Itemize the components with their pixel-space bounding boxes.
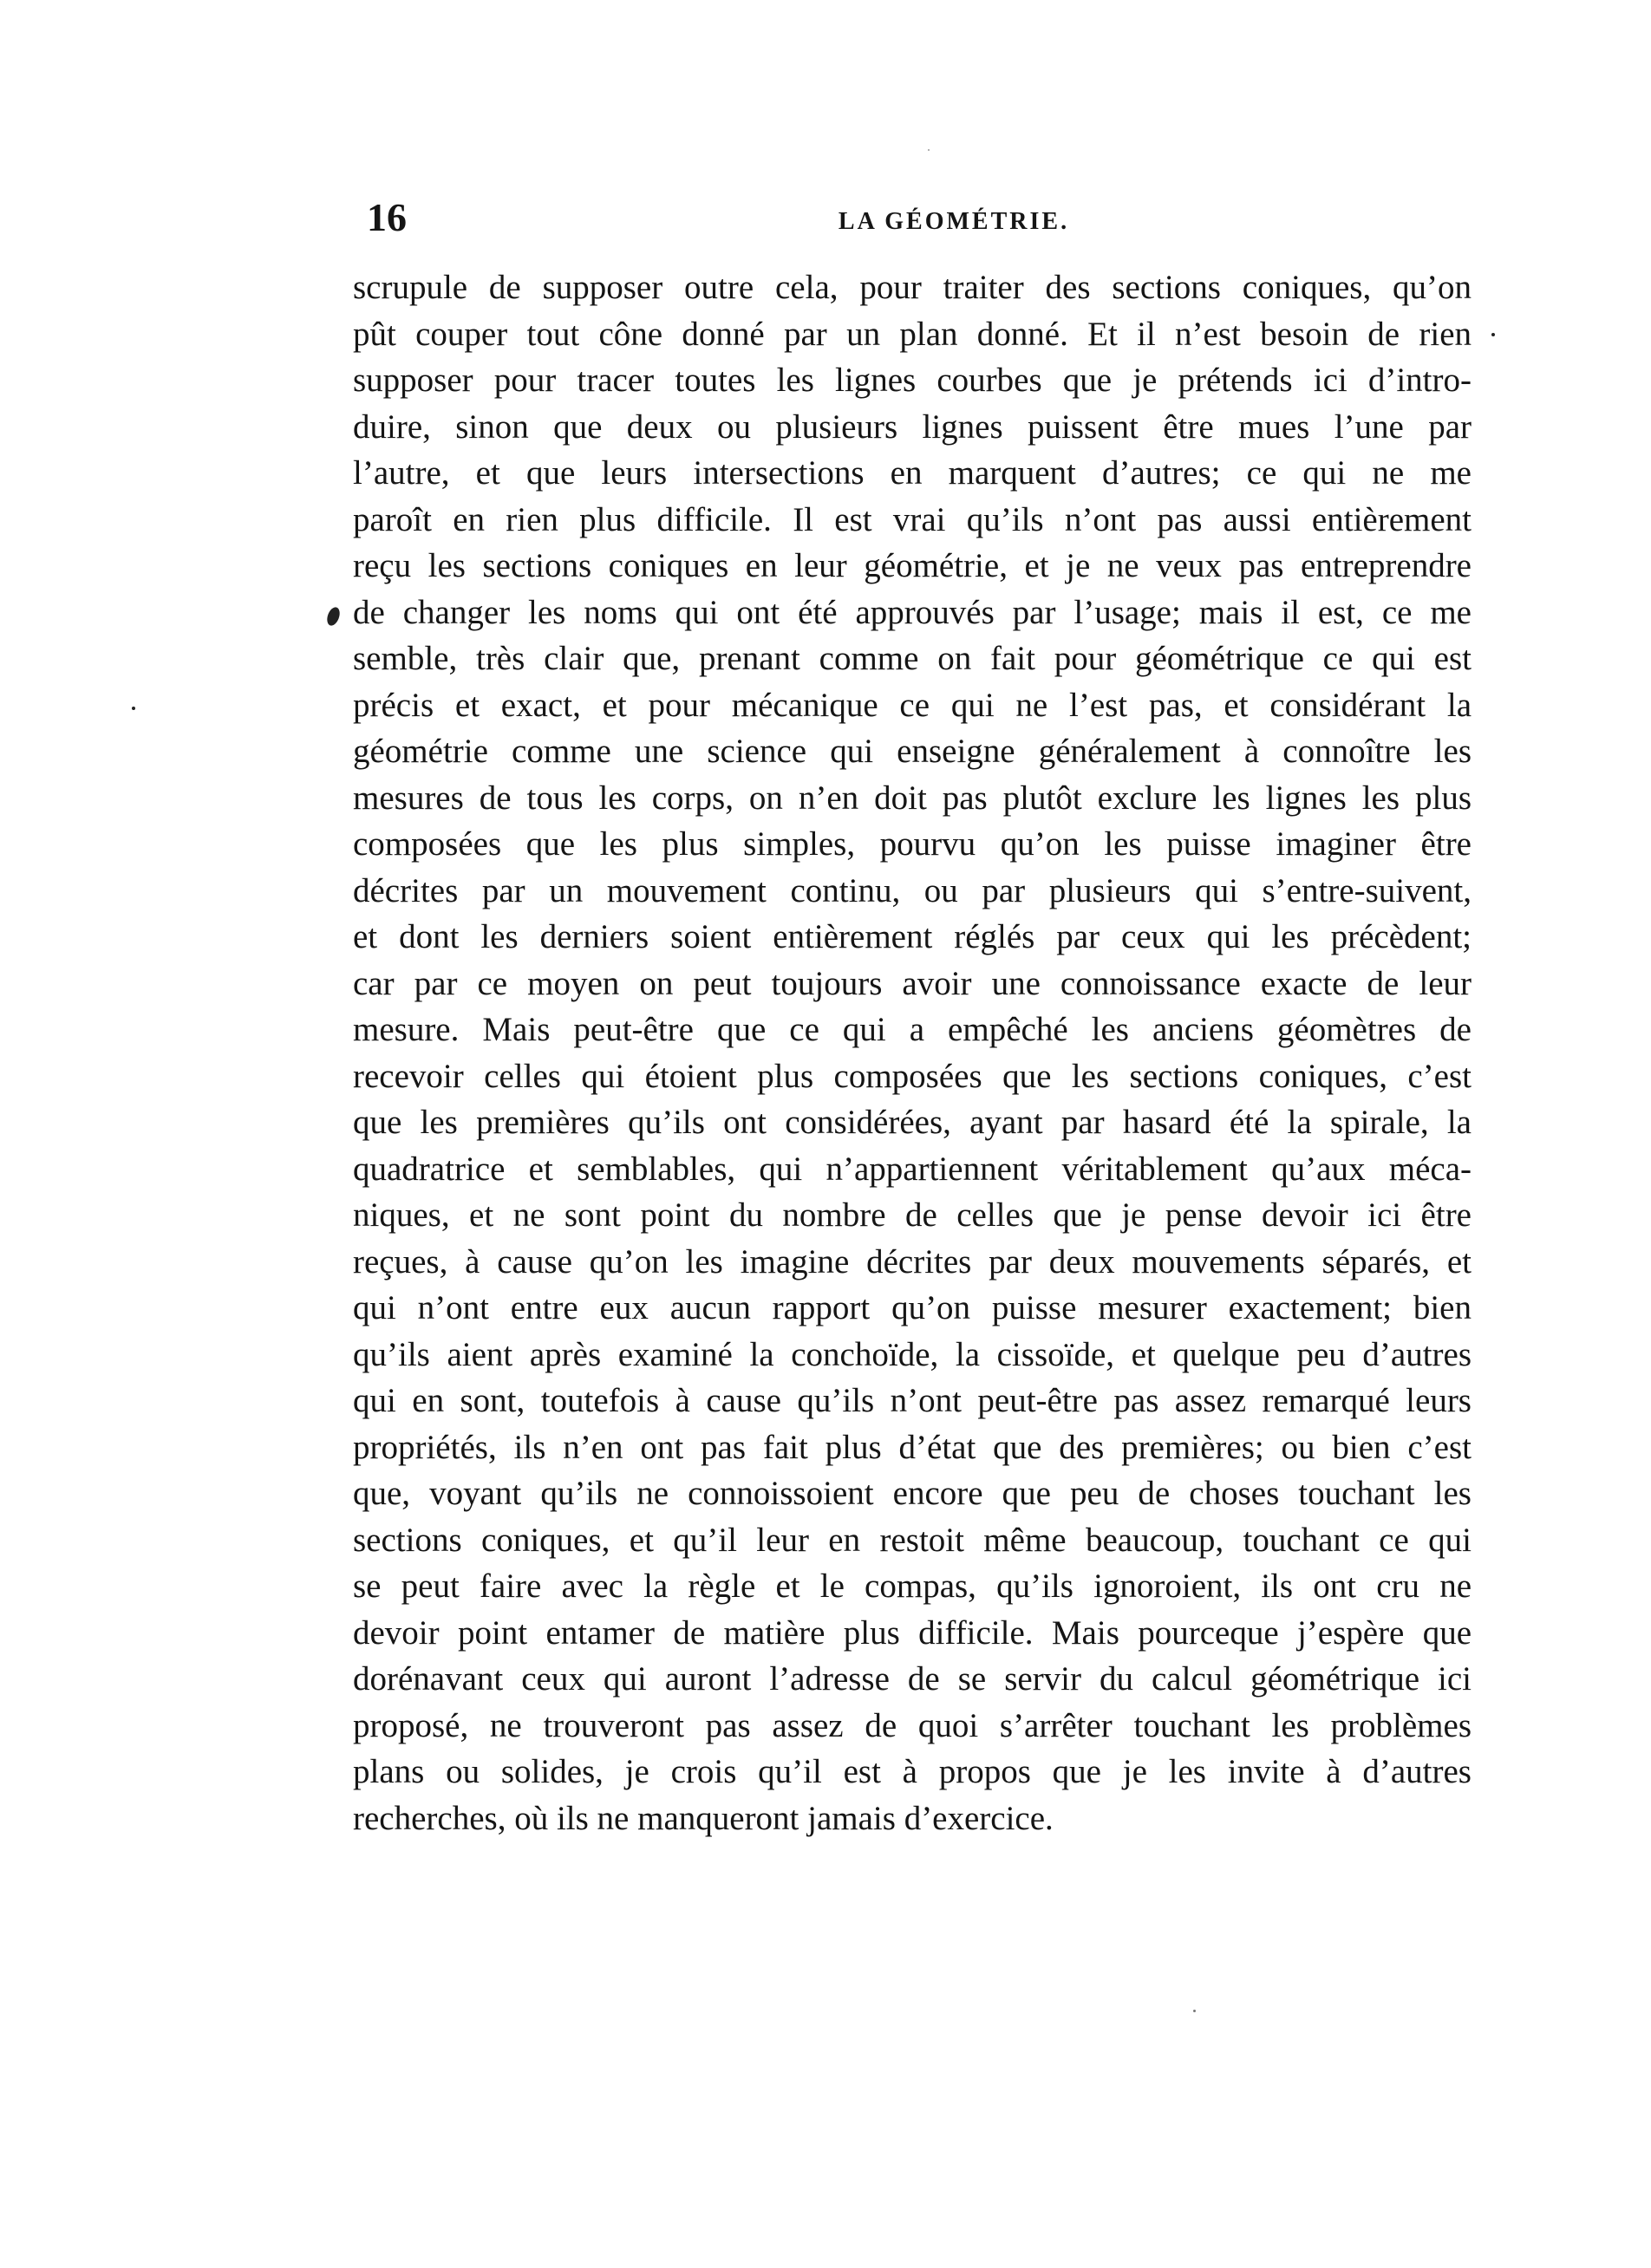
text-line: que, voyant qu’ils ne connoissoient encore que peu de choses touchant les — [353, 1475, 1472, 1512]
text-line: plans ou solides, je crois qu’il est à propos que je les invite à d’autres — [353, 1753, 1472, 1790]
text-line: niques, et ne sont point du nombre de celles que je pense devoir ici être — [353, 1196, 1472, 1234]
text-line: car par ce moyen on peut toujours avoir une connoissance exacte de leur — [353, 964, 1472, 1002]
text-line: proposé, ne trouveront pas assez de quoi s’arrêter touchant les problèmes — [353, 1706, 1472, 1744]
text-line: précis et exact, et pour mécanique ce qui ne l’est pas, et considérant la — [353, 686, 1472, 724]
text-line: mesures de tous les corps, on n’en doit pas plutôt exclure les lignes les plus — [353, 779, 1472, 817]
text-line: paroît en rien plus difficile. Il est vrai qu’ils n’ont pas aussi entièrement — [353, 500, 1472, 538]
text-line: que les premières qu’ils ont considérées, ayant par hasard été la spirale, la — [353, 1104, 1472, 1141]
ink-spot — [325, 605, 343, 627]
text-line: de changer les noms qui ont été approuvés par l’usage; mais il est, ce me — [353, 593, 1472, 631]
text-line: supposer pour tracer toutes les lignes courbes que je prétends ici d’intro- — [353, 362, 1472, 399]
text-line: composées que les plus simples, pourvu qu’on les puisse imaginer être — [353, 825, 1472, 863]
text-line: propriétés, ils n’en ont pas fait plus d’état que des premières; ou bien c’est — [353, 1428, 1472, 1466]
text-line: qui en sont, toutefois à cause qu’ils n’ont peut-être pas assez remarqué leurs — [353, 1382, 1472, 1419]
text-line: quadratrice et semblables, qui n’appartiennent véritablement qu’aux méca- — [353, 1150, 1472, 1188]
text-line: dorénavant ceux qui auront l’adresse de se servir du calcul géométrique ici — [353, 1660, 1472, 1698]
text-line: reçues, à cause qu’on les imagine décrites par deux mouvements séparés, et — [353, 1242, 1472, 1281]
running-head: LA GÉOMÉTRIE. — [838, 208, 1070, 235]
text-line: scrupule de supposer outre cela, pour traiter des sections coniques, qu’on — [353, 269, 1472, 306]
text-line: semble, très clair que, prenant comme on fait pour géométrique ce qui est — [353, 640, 1472, 677]
text-line: recevoir celles qui étoient plus composées que les sections coniques, c’est — [353, 1057, 1472, 1095]
text-line: pût couper tout cône donné par un plan donné. Et il n’est besoin de rien — [353, 315, 1472, 353]
ink-speck — [132, 707, 135, 710]
text-line: géométrie comme une science qui enseigne généralement à connoître les — [353, 733, 1472, 770]
text-line: mesure. Mais peut-être que ce qui a empêché les anciens géomètres de — [353, 1011, 1472, 1048]
text-line: reçu les sections coniques en leur géométrie, et je ne veux pas entreprendre — [353, 547, 1472, 584]
text-line: qui n’ont entre eux aucun rapport qu’on puisse mesurer exactement; bien — [353, 1289, 1472, 1326]
text-line: l’autre, et que leurs intersections en marquent d’autres; ce qui ne me — [353, 454, 1472, 492]
text-line: devoir point entamer de matière plus difficile. Mais pourceque j’espère que — [353, 1613, 1472, 1652]
text-line: recherches, où ils ne manqueront jamais d’exercice. — [353, 1799, 1054, 1837]
text-line: sections coniques, et qu’il leur en restoit même beaucoup, touchant ce qui — [353, 1521, 1472, 1559]
text-line: se peut faire avec la règle et le compas, qu’ils ignoroient, ils ont cru ne — [353, 1567, 1472, 1605]
body-text — [353, 264, 1472, 1841]
page-number: 16 — [367, 195, 407, 239]
ink-speck — [1491, 333, 1495, 336]
text-line: décrites par un mouvement continu, ou par plusieurs qui s’entre-suivent, — [353, 871, 1472, 909]
ink-speck — [928, 149, 930, 151]
text-line: et dont les derniers soient entièrement réglés par ceux qui les précèdent; — [353, 918, 1472, 955]
ink-speck — [1193, 2010, 1196, 2012]
text-line: duire, sinon que deux ou plusieurs lignes puissent être mues l’une par — [353, 407, 1472, 446]
text-line: qu’ils aient après examiné la conchoïde, la cissoïde, et quelque peu d’autres — [353, 1335, 1472, 1373]
